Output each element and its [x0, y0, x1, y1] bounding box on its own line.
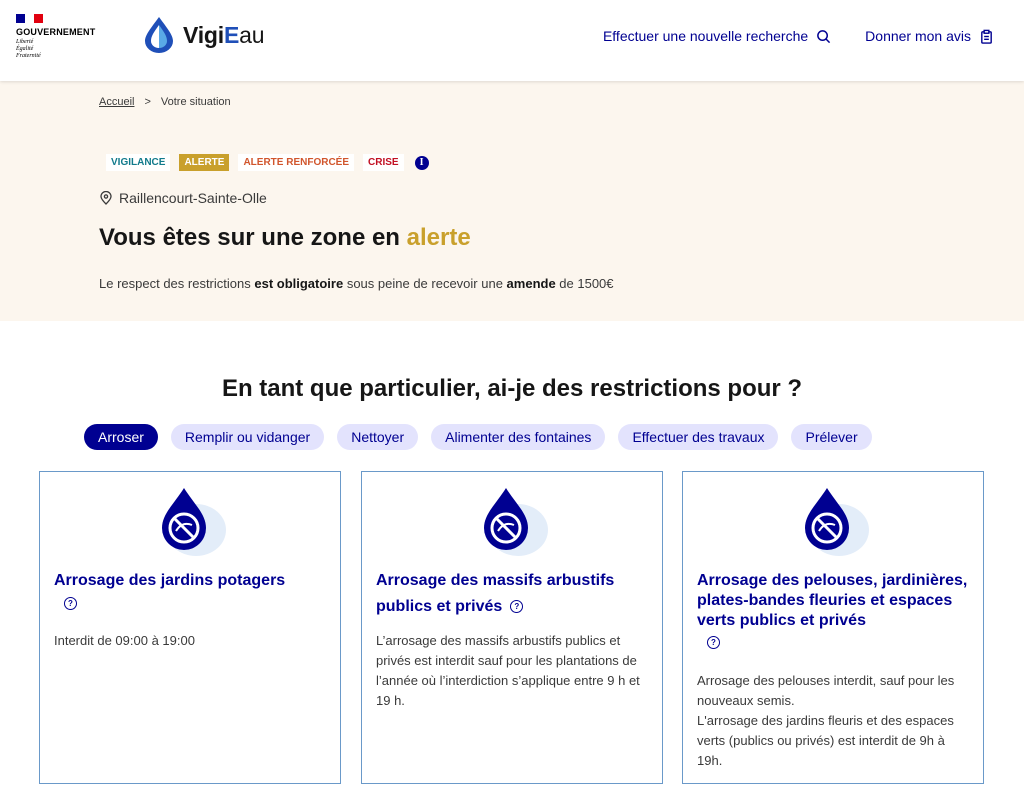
search-icon	[816, 29, 831, 44]
vigieau-logo[interactable]	[143, 16, 264, 54]
chevron-right-icon: >	[144, 96, 151, 108]
card-body: L’arrosage des massifs arbustifs publics et privés est interdit sauf pour les plantations de l’année où l’interdiction s’applique entre 9 h et 19 h.	[376, 633, 640, 708]
breadcrumb-current: Votre situation	[160, 96, 231, 108]
brand-name: VigiEau	[183, 21, 265, 48]
tab-arroser[interactable]: Arroser	[84, 424, 158, 450]
no-watering-icon	[470, 484, 554, 560]
tab-fontaines[interactable]: Alimenter des fontaines	[431, 424, 605, 450]
card-body: Interdit de 09:00 à 19:00	[54, 633, 195, 648]
government-name: GOUVERNEMENT	[16, 27, 96, 37]
level-renforcee-badge: ALERTE RENFORCÉE	[238, 154, 354, 171]
header-nav	[603, 28, 994, 44]
no-watering-icon	[791, 484, 875, 560]
republic-motto: Liberté Égalité Fraternité	[16, 39, 41, 59]
zone-level: alerte	[406, 224, 471, 251]
level-alerte-badge: ALERTE	[179, 154, 229, 171]
tab-nettoyer[interactable]: Nettoyer	[337, 424, 418, 450]
feedback-link[interactable]: Donner mon avis	[865, 28, 994, 44]
zone-note: Le respect des restrictions est obligatoire sous peine de recevoir une amende de 1500€	[99, 276, 614, 291]
tab-travaux[interactable]: Effectuer des travaux	[618, 424, 778, 450]
french-flag-icon	[16, 14, 43, 23]
no-watering-icon	[148, 484, 232, 560]
restriction-card	[361, 471, 663, 784]
zone-title: Vous êtes sur une zone en alerte	[99, 224, 471, 251]
card-title: Arrosage des pelouses, jardinières, plates-bandes fleuries et espaces verts publics et privés ?	[697, 571, 969, 651]
water-drop-logo-icon	[143, 16, 175, 54]
new-search-link[interactable]: Effectuer une nouvelle recherche	[603, 28, 831, 44]
tab-prelever[interactable]: Prélever	[791, 424, 871, 450]
location-name: Raillencourt-Sainte-Olle	[119, 190, 267, 206]
help-icon[interactable]: ?	[64, 597, 77, 610]
location-pin-icon	[99, 191, 113, 205]
help-icon[interactable]: ?	[707, 636, 720, 649]
site-header	[0, 0, 1024, 81]
card-title: Arrosage des massifs arbustifs publics et privés ?	[376, 572, 615, 615]
section-title: En tant que particulier, ai-je des restrictions pour ?	[221, 375, 803, 402]
breadcrumb-home-link[interactable]: Accueil	[99, 96, 135, 108]
situation-banner	[0, 81, 1024, 321]
restriction-card	[682, 471, 984, 784]
breadcrumb	[99, 96, 231, 108]
help-icon[interactable]: ?	[510, 600, 523, 613]
card-body: Arrosage des pelouses interdit, sauf pour les nouveaux semis. L'arrosage des jardins fleuris et des espaces verts (publics ou privés) est interdit de 9h à 19h.	[697, 673, 955, 768]
government-logo[interactable]	[16, 14, 116, 60]
restriction-card	[39, 471, 341, 784]
level-vigilance-badge: VIGILANCE	[106, 154, 170, 171]
tab-remplir[interactable]: Remplir ou vidanger	[171, 424, 324, 450]
location	[99, 190, 267, 206]
restriction-levels	[106, 154, 429, 171]
info-icon[interactable]: I	[415, 156, 429, 170]
card-title: Arrosage des jardins potagers ?	[54, 571, 326, 611]
usage-tabs	[84, 424, 872, 450]
level-crise-badge: CRISE	[363, 154, 404, 171]
clipboard-icon	[979, 29, 994, 44]
